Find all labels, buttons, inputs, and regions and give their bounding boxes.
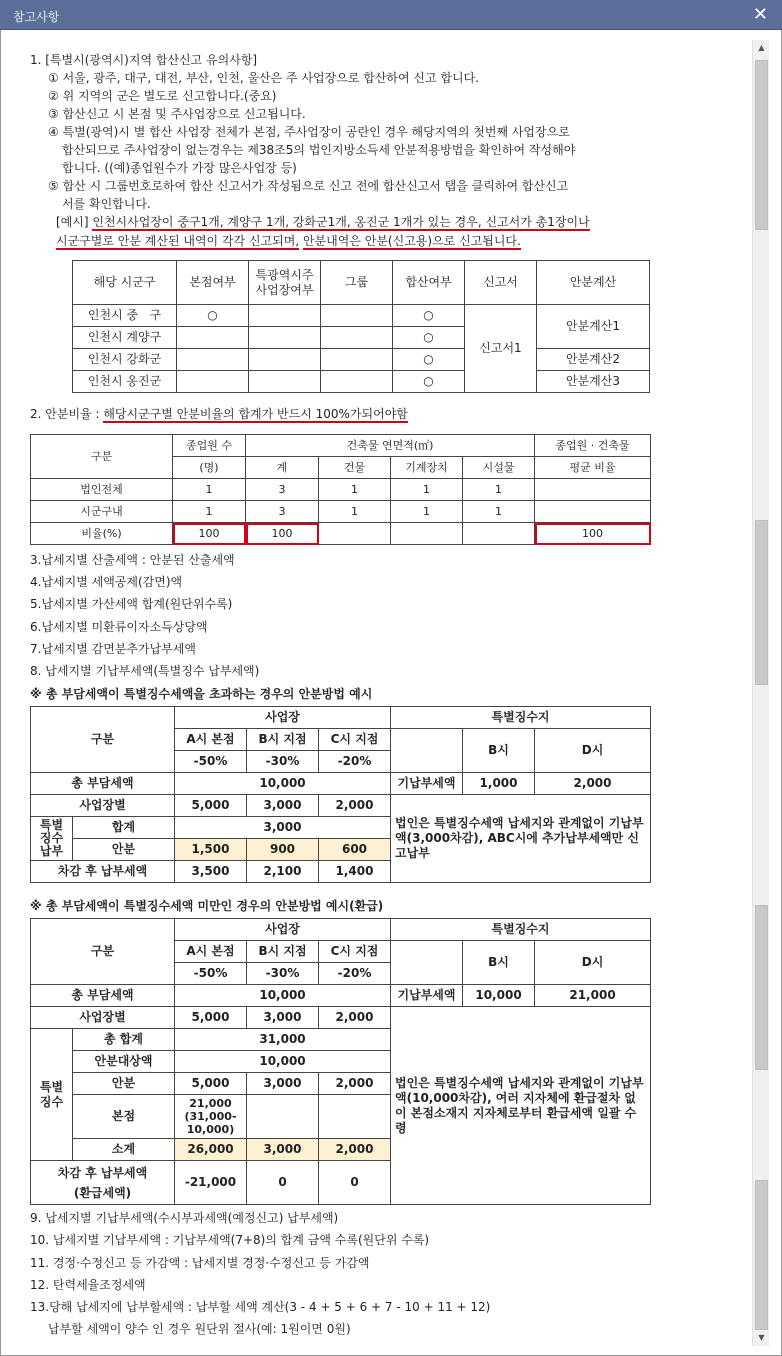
row-label: 안분대상액 xyxy=(73,1051,175,1073)
group-cell xyxy=(321,371,393,393)
value-cell xyxy=(535,501,651,523)
col-header: -50% xyxy=(175,963,247,985)
sum-cell: ○ xyxy=(393,371,465,393)
value-cell: 1 xyxy=(463,479,535,501)
note-item: 합산되므로 주사업장이 없는경우는 제38조5의 법인지방소득세 안분적용방법을 확인하여 작성해야 xyxy=(62,143,576,157)
region-cell: 인천시 옹진군 xyxy=(73,371,177,393)
calc-cell: 안분계산1 xyxy=(537,305,650,349)
scroll-thumb[interactable] xyxy=(755,1180,768,1330)
value-cell xyxy=(319,523,391,545)
sum-cell: ○ xyxy=(393,305,465,327)
value-cell: 31,000 xyxy=(175,1029,391,1051)
example-emphasis: 안분내역은 안분(신고용)으로 신고됩니다. xyxy=(302,234,521,248)
group-cell xyxy=(321,305,393,327)
value-cell: 10,000 xyxy=(175,1051,391,1073)
value-cell: 2,100 xyxy=(247,861,319,883)
value-cell: 1 xyxy=(391,501,463,523)
example-line-2 xyxy=(56,233,521,249)
note-item: 12. 탄력세율조정세액 xyxy=(30,1278,146,1292)
row-label: 합계 xyxy=(73,817,175,839)
value-cell xyxy=(391,523,463,545)
main-biz-cell xyxy=(249,349,321,371)
value-cell: 0 xyxy=(247,1161,319,1205)
col-header: 사업장 xyxy=(175,707,391,729)
section2-prefix: 2. 안분비율 : xyxy=(30,407,104,421)
scroll-thumb[interactable] xyxy=(755,905,768,1070)
col-header: (명) xyxy=(173,457,246,479)
col-header: 건물 xyxy=(319,457,391,479)
value-cell: 3,000 xyxy=(247,1073,319,1095)
col-header: 평균 비율 xyxy=(535,457,651,479)
row-label: 비율(%) xyxy=(31,523,173,545)
value-cell: 3,000 xyxy=(247,795,319,817)
note-item: ④ 특별(광역)시 별 합산 사업장 전체가 본점, 주사업장이 공란인 경우 해당지역의 첫번째 사업장으로 xyxy=(48,125,570,139)
close-icon[interactable]: ✕ xyxy=(752,4,768,25)
value-cell: 0 xyxy=(319,1161,391,1205)
scroll-thumb[interactable] xyxy=(755,520,768,685)
col-header: 특광역시주 사업장여부 xyxy=(249,261,321,305)
col-header: C시 지점 xyxy=(319,941,391,963)
col-header xyxy=(391,729,463,773)
title-bar xyxy=(0,0,782,30)
value-cell: 100 xyxy=(173,523,246,545)
scroll-down-icon[interactable]: ▼ xyxy=(758,1333,765,1342)
col-header: -20% xyxy=(319,963,391,985)
value-cell: 1 xyxy=(173,479,246,501)
example-emphasis: 시군구별로 안분 계산된 내역이 각각 신고되며, xyxy=(56,234,300,248)
value-cell: 2,000 xyxy=(319,1139,391,1161)
sum-cell: ○ xyxy=(393,349,465,371)
value-cell: 3 xyxy=(246,479,319,501)
col-header: A시 본점 xyxy=(175,729,247,751)
row-label: 총 합계 xyxy=(73,1029,175,1051)
value-cell: 3,000 xyxy=(247,1139,319,1161)
value-cell: 5,000 xyxy=(175,1073,247,1095)
row-label: 소계 xyxy=(73,1139,175,1161)
value-cell: 1 xyxy=(173,501,246,523)
ratio-table xyxy=(30,434,651,545)
row-label: 기납부세액 xyxy=(391,773,463,795)
col-header: 구분 xyxy=(31,435,173,479)
row-label: 시군구내 xyxy=(31,501,173,523)
value-cell: 10,000 xyxy=(463,985,535,1007)
example-a-table xyxy=(30,706,651,883)
section2-emphasis: 해당시군구별 안분비율의 합계가 반드시 100%가되어야함 xyxy=(103,407,408,421)
example-emphasis: 인천시사업장이 중구1개, 계양구 1개, 강화군1개, 옹진군 1개가 있는 경우, 신고서가 총1장이나 xyxy=(92,215,590,229)
value-cell: 10,000 xyxy=(175,773,391,795)
example-b-heading: ※ 총 부담세액이 특별징수세액 미만인 경우의 안분방법 예시(환급) xyxy=(30,899,384,913)
value-cell: 26,000 xyxy=(175,1139,247,1161)
row-label: 법인전체 xyxy=(31,479,173,501)
example-note: 법인은 특별징수세액 납세지와 관계없이 기납부액(3,000차감), ABC시에 추가납부세액만 신고납부 xyxy=(391,795,651,883)
col-header: 구분 xyxy=(31,707,175,773)
value-cell: 1 xyxy=(319,479,391,501)
value-cell: 2,000 xyxy=(535,773,651,795)
col-header: 구분 xyxy=(31,919,175,985)
calc-cell: 안분계산2 xyxy=(537,349,650,371)
col-header: B시 지점 xyxy=(247,729,319,751)
col-header: 시설물 xyxy=(463,457,535,479)
row-label: 총 부담세액 xyxy=(31,985,175,1007)
col-header: 종업원 · 건축물 xyxy=(535,435,651,457)
scroll-thumb[interactable] xyxy=(755,60,768,230)
value-cell: 600 xyxy=(319,839,391,861)
col-header: -30% xyxy=(247,751,319,773)
note-item: 4.납세지별 세액공제(감면)액 xyxy=(30,575,183,589)
row-group-label: 특별 징수 납부 xyxy=(31,817,73,861)
note-item: 13.당해 납세지에 납부할세액 : 납부할 세액 계산(3 - 4 + 5 + 6 + 7 - 10 + 11 + 12) xyxy=(30,1300,491,1314)
col-header: -50% xyxy=(175,751,247,773)
value-cell: 1 xyxy=(391,479,463,501)
value-cell: 900 xyxy=(247,839,319,861)
note-item: 5.납세지별 가산세액 합계(원단위수록) xyxy=(30,597,233,611)
col-header: D시 xyxy=(535,941,651,985)
col-header: B시 지점 xyxy=(247,941,319,963)
row-group-label: 특별 징수 xyxy=(31,1029,73,1161)
sum-cell: ○ xyxy=(393,327,465,349)
group-cell xyxy=(321,349,393,371)
value-cell: 3 xyxy=(246,501,319,523)
value-cell: 100 xyxy=(246,523,319,545)
value-cell: 5,000 xyxy=(175,1007,247,1029)
note-item: ② 위 지역의 군은 별도로 신고합니다.(중요) xyxy=(48,89,277,103)
col-header: 그룹 xyxy=(321,261,393,305)
note-item: 서를 확인합니다. xyxy=(62,197,151,211)
col-header: 특별징수지 xyxy=(391,919,651,941)
report-cell: 신고서1 xyxy=(465,305,537,393)
value-cell: 1,500 xyxy=(175,839,247,861)
col-header: 사업장 xyxy=(175,919,391,941)
value-cell: 1 xyxy=(463,501,535,523)
col-header: 신고서 xyxy=(465,261,537,305)
col-header: 종업원 수 xyxy=(173,435,246,457)
row-label: 본점 xyxy=(73,1095,175,1139)
region-cell: 인천시 중 구 xyxy=(73,305,177,327)
note-item: ⑤ 합산 시 그룹번호로하여 합산 신고서가 작성됨으로 신고 전에 합산신고서 탭을 클릭하여 합산신고 xyxy=(48,179,569,193)
value-cell: 3,000 xyxy=(247,1007,319,1029)
col-header: 안분계산 xyxy=(537,261,650,305)
col-header: 계 xyxy=(246,457,319,479)
note-item: ③ 합산신고 시 본점 및 주사업장으로 신고됩니다. xyxy=(48,107,306,121)
example-prefix: [예시] xyxy=(56,215,93,229)
section2-line xyxy=(30,406,408,422)
note-item: 10. 납세지별 기납부세액 : 기납부세액(7+8)의 합계 금액 수록(원단위 수록) xyxy=(30,1233,430,1247)
value-cell: 3,000 xyxy=(175,817,391,839)
value-cell: 21,000 (31,000- 10,000) xyxy=(175,1095,247,1139)
scroll-up-icon[interactable]: ▲ xyxy=(758,43,765,52)
row-label: 차감 후 납부세액 xyxy=(31,861,175,883)
value-cell: 2,000 xyxy=(319,1073,391,1095)
col-header: -30% xyxy=(247,963,319,985)
col-header: 건축물 연면적(㎡) xyxy=(246,435,535,457)
region-table xyxy=(72,260,650,393)
note-item: ① 서울, 광주, 대구, 대전, 부산, 인천, 울산은 주 사업장으로 합산하여 신고 합니다. xyxy=(48,71,479,85)
value-cell xyxy=(535,479,651,501)
col-header xyxy=(391,941,463,985)
region-cell: 인천시 강화군 xyxy=(73,349,177,371)
hq-cell xyxy=(177,371,249,393)
note-item: 8. 납세지별 기납부세액(특별징수 납부세액) xyxy=(30,664,260,678)
col-header: 기계장치 xyxy=(391,457,463,479)
row-label: 안분 xyxy=(73,1073,175,1095)
value-cell: 2,000 xyxy=(319,1007,391,1029)
note-item: 11. 경정·수정신고 등 가감액 : 납세지별 경정·수정신고 등 가감액 xyxy=(30,1256,370,1270)
col-header: -20% xyxy=(319,751,391,773)
hq-cell xyxy=(177,349,249,371)
col-header: A시 본점 xyxy=(175,941,247,963)
col-header: 본점여부 xyxy=(177,261,249,305)
value-cell: 1,400 xyxy=(319,861,391,883)
row-label: 기납부세액 xyxy=(391,985,463,1007)
row-label: 사업장별 xyxy=(31,1007,175,1029)
note-item: 6.납세지별 미환류이자소득상당액 xyxy=(30,620,208,634)
hq-cell xyxy=(177,327,249,349)
value-cell xyxy=(247,1095,319,1139)
row-label: 차감 후 납부세액 (환급세액) xyxy=(31,1161,175,1205)
value-cell xyxy=(463,523,535,545)
col-header: 특별징수지 xyxy=(391,707,651,729)
value-cell xyxy=(319,1095,391,1139)
calc-cell: 안분계산3 xyxy=(537,371,650,393)
main-biz-cell xyxy=(249,305,321,327)
value-cell: 3,500 xyxy=(175,861,247,883)
note-item: 납부할 세액이 양수 인 경우 원단위 절사(예: 1원이면 0원) xyxy=(48,1322,351,1336)
window-title: 참고사항 xyxy=(13,10,60,24)
example-line xyxy=(56,214,590,230)
main-biz-cell xyxy=(249,327,321,349)
hq-cell: ○ xyxy=(177,305,249,327)
col-header: D시 xyxy=(535,729,651,773)
note-item: 7.납세지별 감면분추가납부세액 xyxy=(30,642,196,656)
col-header: B시 xyxy=(463,941,535,985)
value-cell: -21,000 xyxy=(175,1161,247,1205)
col-header: 해당 시군구 xyxy=(73,261,177,305)
note-item: 합니다. ((예)종업원수가 가장 많은사업장 등) xyxy=(62,161,297,175)
value-cell: 1,000 xyxy=(463,773,535,795)
col-header: B시 xyxy=(463,729,535,773)
section1-heading: 1. [특별시(광역시)지역 합산신고 유의사항] xyxy=(30,53,258,67)
col-header: 합산여부 xyxy=(393,261,465,305)
row-label: 안분 xyxy=(73,839,175,861)
row-label: 총 부담세액 xyxy=(31,773,175,795)
region-cell: 인천시 계양구 xyxy=(73,327,177,349)
value-cell: 5,000 xyxy=(175,795,247,817)
col-header: C시 지점 xyxy=(319,729,391,751)
vertical-scrollbar[interactable] xyxy=(752,40,769,1346)
example-a-heading: ※ 총 부담세액이 특별징수세액을 초과하는 경우의 안분방법 예시 xyxy=(30,687,373,701)
value-cell: 21,000 xyxy=(535,985,651,1007)
example-b-table xyxy=(30,918,651,1205)
note-item: 3.납세지별 산출세액 : 안분된 산출세액 xyxy=(30,553,235,567)
group-cell xyxy=(321,327,393,349)
main-biz-cell xyxy=(249,371,321,393)
value-cell: 1 xyxy=(319,501,391,523)
value-cell: 10,000 xyxy=(175,985,391,1007)
row-label: 사업장별 xyxy=(31,795,175,817)
example-note: 법인은 특별징수세액 납세지와 관계없이 기납부액(10,000차감), 여러 지자체에 환급절차 없이 본점소재지 지자체로부터 환급세액 일괄 수령 xyxy=(391,1007,651,1205)
value-cell: 2,000 xyxy=(319,795,391,817)
note-item: 9. 납세지별 기납부세액(수시부과세액(예정신고) 납부세액) xyxy=(30,1211,339,1225)
value-cell: 100 xyxy=(535,523,651,545)
